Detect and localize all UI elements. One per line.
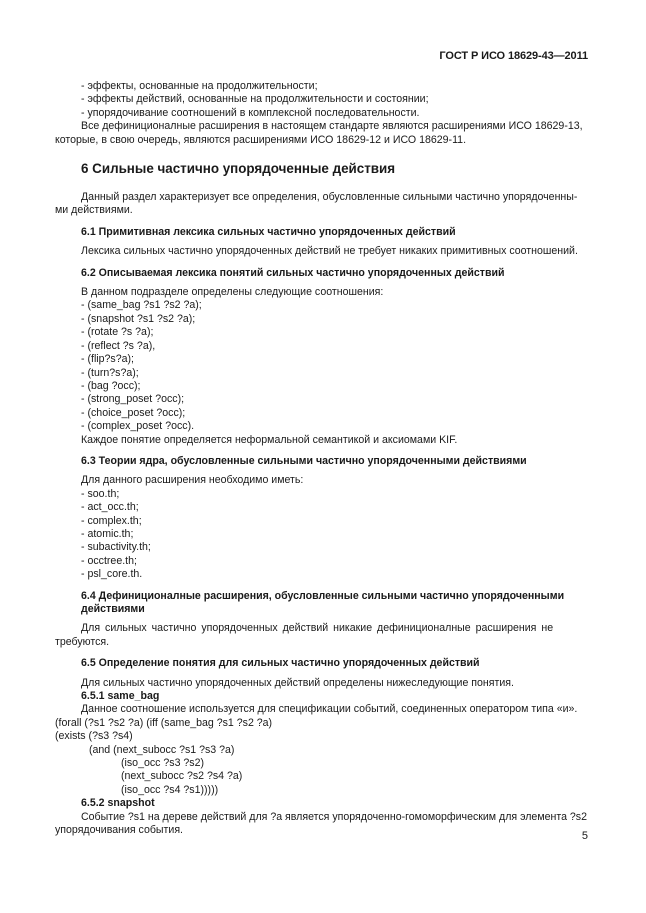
intro-list-item: - упорядочивание соотношений в комплексной последовательности. [81, 106, 420, 119]
relation-item: - (rotate ?s ?a); [81, 326, 154, 339]
page-number: 5 [581, 830, 588, 842]
subsection-6-5-1-text: Данное соотношение используется для спецификации событий, соединенных оператором типа «и». [81, 703, 578, 716]
relation-item: - (choice_poset ?occ); [81, 406, 186, 419]
theory-item: - occtree.th; [81, 554, 137, 567]
theory-item: - atomic.th; [81, 527, 134, 540]
relation-item: - (strong_poset ?occ); [81, 393, 185, 406]
theory-item: - psl_core.th. [81, 568, 143, 581]
kif-code-line: (iso_occ ?s4 ?s1))))) [121, 783, 219, 796]
relation-item: - (flip?s?a); [81, 353, 134, 366]
theory-item: - subactivity.th; [81, 541, 151, 554]
relation-item: - (turn?s?a); [81, 366, 139, 379]
subsection-6-3-title: 6.3 Теории ядра, обусловленные сильными частично упорядоченными действиями [81, 454, 527, 467]
section-6-paragraph-line: ми действиями. [55, 204, 133, 217]
intro-paragraph-line: Все дефиниционалные расширения в настоящем стандарте являются расширениями ИСО 18629-13, [81, 120, 583, 133]
subsection-6-5-lead: Для сильных частично упорядоченных действий определены нижеследующие понятия. [81, 676, 514, 689]
intro-paragraph-line: которые, в свою очередь, являются расширениями ИСО 18629-12 и ИСО 18629-11. [55, 133, 467, 146]
subsection-6-2-title: 6.2 Описываемая лексика понятий сильных частично упорядоченных действий [81, 266, 505, 279]
subsection-6-5-2-title: 6.5.2 snapshot [81, 797, 155, 810]
relation-item: - (bag ?occ); [81, 379, 141, 392]
relation-item: - (same_bag ?s1 ?s2 ?a); [81, 299, 202, 312]
kif-code-line: (next_subocc ?s2 ?s4 ?a) [121, 770, 243, 783]
intro-list-item: - эффекты действий, основанные на продолжительности и состоянии; [81, 93, 429, 106]
subsection-6-4-title: 6.4 Дефиниционалные расширения, обусловленные сильными частично упорядоченными [81, 589, 565, 602]
kif-code-line: (and (next_subocc ?s1 ?s3 ?a) [89, 743, 235, 756]
subsection-6-1-title: 6.1 Примитивная лексика сильных частично упорядоченных действий [81, 225, 456, 238]
subsection-6-5-1-title: 6.5.1 same_bag [81, 690, 160, 703]
section-6-paragraph-line: Данный раздел характеризует все определения, обусловленные сильными частично упорядоченны- [81, 191, 578, 204]
kif-code-line: (exists (?s3 ?s4) [55, 730, 133, 743]
kif-code-line: (forall (?s1 ?s2 ?a) (iff (same_bag ?s1 ?s2 ?a) [55, 716, 273, 729]
kif-code-line: (iso_occ ?s3 ?s2) [121, 757, 205, 770]
subsection-6-2-lead: В данном подразделе определены следующие соотношения: [81, 286, 384, 299]
subsection-6-5-2-text: упорядочивания события. [55, 824, 183, 837]
subsection-6-4-title-cont: действиями [81, 603, 145, 615]
relation-item: - (complex_poset ?occ). [81, 420, 195, 433]
section-6-title: 6 Сильные частично упорядоченные действия [81, 161, 396, 177]
page-content [55, 80, 589, 838]
intro-list-item: - эффекты, основанные на продолжительности; [81, 80, 318, 92]
theory-item: - complex.th; [81, 514, 142, 527]
subsection-6-4-text: требуются. [55, 635, 110, 648]
subsection-6-1-text: Лексика сильных частично упорядоченных действий не требует никаких примитивных соотношений. [81, 245, 578, 258]
subsection-6-5-title: 6.5 Определение понятия для сильных частично упорядоченных действий [81, 657, 480, 670]
subsection-6-3-lead: Для данного расширения необходимо иметь: [81, 474, 304, 487]
relation-item: - (reflect ?s ?a), [81, 339, 156, 352]
subsection-6-4-text: Для сильных частично упорядоченных действий никакие дефиниционалные расширения не [81, 622, 554, 635]
theory-item: - act_occ.th; [81, 501, 139, 514]
subsection-6-2-tail: Каждое понятие определяется неформальной семантикой и аксиомами KIF. [81, 433, 458, 446]
subsection-6-5-2-text: Событие ?s1 на дереве действий для ?a является упорядоченно-гомоморфическим для элемента ?s2 [81, 810, 587, 823]
relation-item: - (snapshot ?s1 ?s2 ?a); [81, 312, 196, 325]
document-header: ГОСТ Р ИСО 18629-43—2011 [439, 50, 588, 62]
theory-item: - soo.th; [81, 487, 120, 500]
